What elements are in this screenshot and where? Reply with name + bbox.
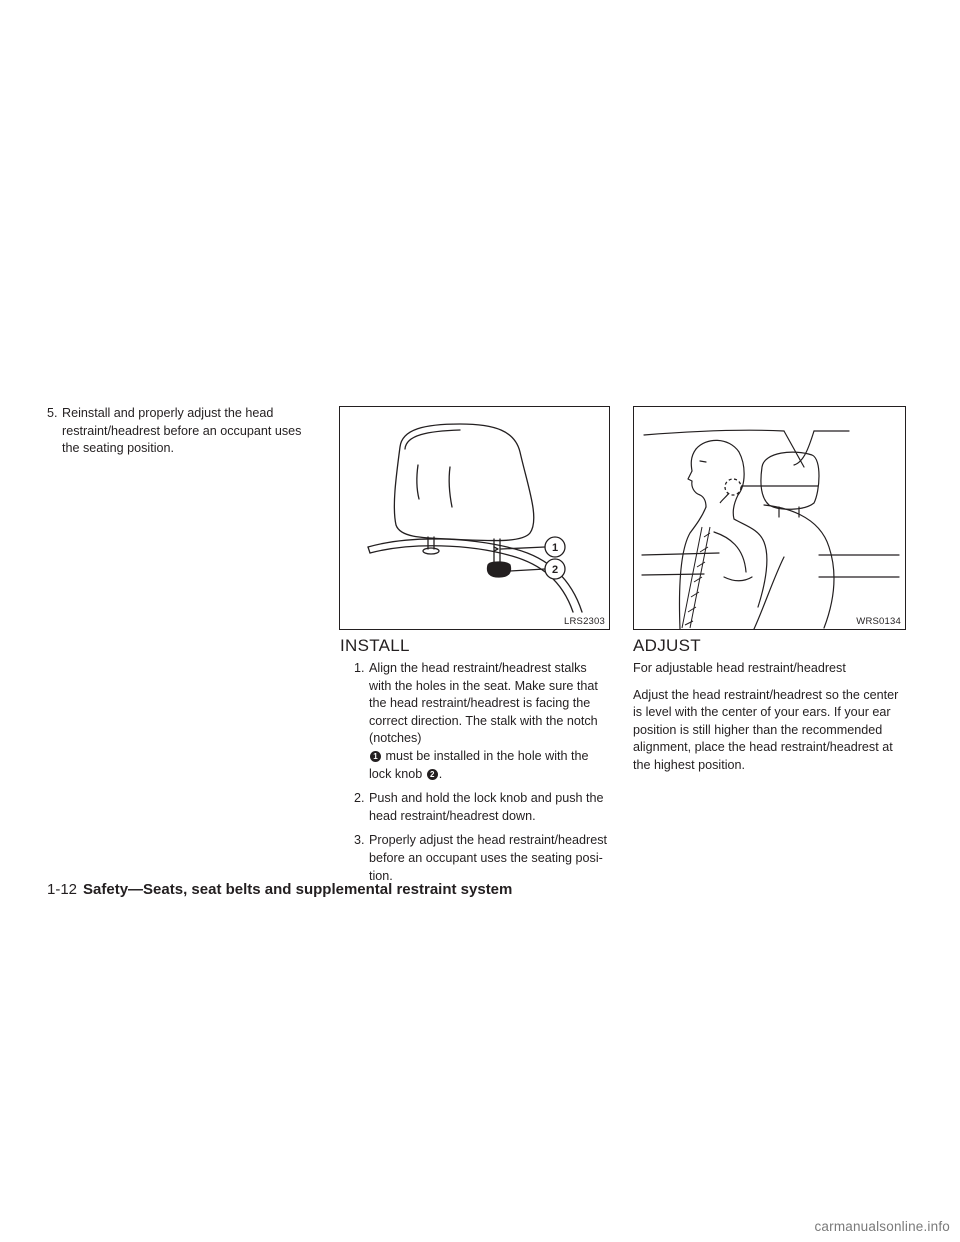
install-step-3 bbox=[354, 832, 610, 885]
page-number: 1-12 bbox=[47, 881, 78, 898]
callout-label-2: 2 bbox=[551, 564, 559, 576]
callout-leader-2 bbox=[510, 569, 545, 571]
install-step-2-text: Push and hold the lock knob and push the head restraint/headrest down. bbox=[369, 791, 604, 823]
install-step-1-text-b: must be installed in the hole with the lock knob bbox=[369, 748, 589, 781]
occupant-face bbox=[688, 449, 706, 507]
headrest bbox=[761, 452, 819, 509]
dash-line-1 bbox=[642, 553, 719, 555]
install-step-2 bbox=[354, 790, 610, 825]
adjust-block bbox=[633, 660, 906, 784]
adjust-heading: ADJUST bbox=[633, 636, 701, 655]
callout-label-1: 1 bbox=[551, 542, 559, 554]
step-5-block bbox=[47, 405, 322, 465]
figure-code-left: LRS2303 bbox=[563, 616, 605, 627]
head-restraint-adjust-figure bbox=[633, 406, 906, 630]
head-restraint-illustration bbox=[340, 407, 609, 629]
install-heading: INSTALL bbox=[340, 636, 410, 655]
adjust-paragraph: Adjust the head restraint/headrest so the center is level with the center of your ears. If your ear position is still higher than the recommended alignment, place the head restraint/headrest at the highest position. bbox=[633, 687, 899, 772]
seat-back bbox=[764, 505, 834, 628]
install-step-1-text-c: . bbox=[438, 766, 443, 781]
install-steps bbox=[354, 660, 610, 892]
adjust-subheading: For adjustable head restraint/headrest bbox=[633, 661, 846, 675]
step-5 bbox=[47, 405, 322, 458]
install-step-1-text-a: Align the head restraint/headrest stalks with the holes in the seat. Make sure that the head restraint/headrest is facing the correct direction. The stalk with the notch (notches) bbox=[369, 661, 598, 746]
callout-badge-1: 1 bbox=[370, 751, 381, 762]
head-restraint-install-figure bbox=[339, 406, 610, 630]
ear-position-marker bbox=[725, 479, 741, 495]
install-step-1-number: 1. bbox=[354, 661, 365, 675]
lock-knob bbox=[487, 562, 510, 577]
callout-badge-2: 2 bbox=[427, 769, 438, 780]
install-step-3-text: Properly adjust the head restraint/headrest before an occupant uses the seating posi-tion. bbox=[369, 833, 608, 883]
roof-line bbox=[644, 430, 784, 435]
step-5-text: Reinstall and properly adjust the head restraint/headrest before an occupant uses the seating position. bbox=[62, 406, 302, 456]
headrest-cushion bbox=[394, 424, 533, 541]
install-step-2-number: 2. bbox=[354, 791, 365, 806]
install-step-3-number: 3. bbox=[354, 833, 365, 848]
watermark: carmanualsonline.info bbox=[814, 1219, 950, 1234]
install-step-1 bbox=[354, 660, 610, 783]
page-footer bbox=[47, 881, 512, 899]
section-title: Safety—Seats, seat belts and supplemental restraint system bbox=[83, 881, 513, 898]
occupant-illustration bbox=[634, 407, 905, 629]
step-5-number: 5. bbox=[47, 406, 58, 420]
figure-code-right: WRS0134 bbox=[856, 616, 901, 627]
